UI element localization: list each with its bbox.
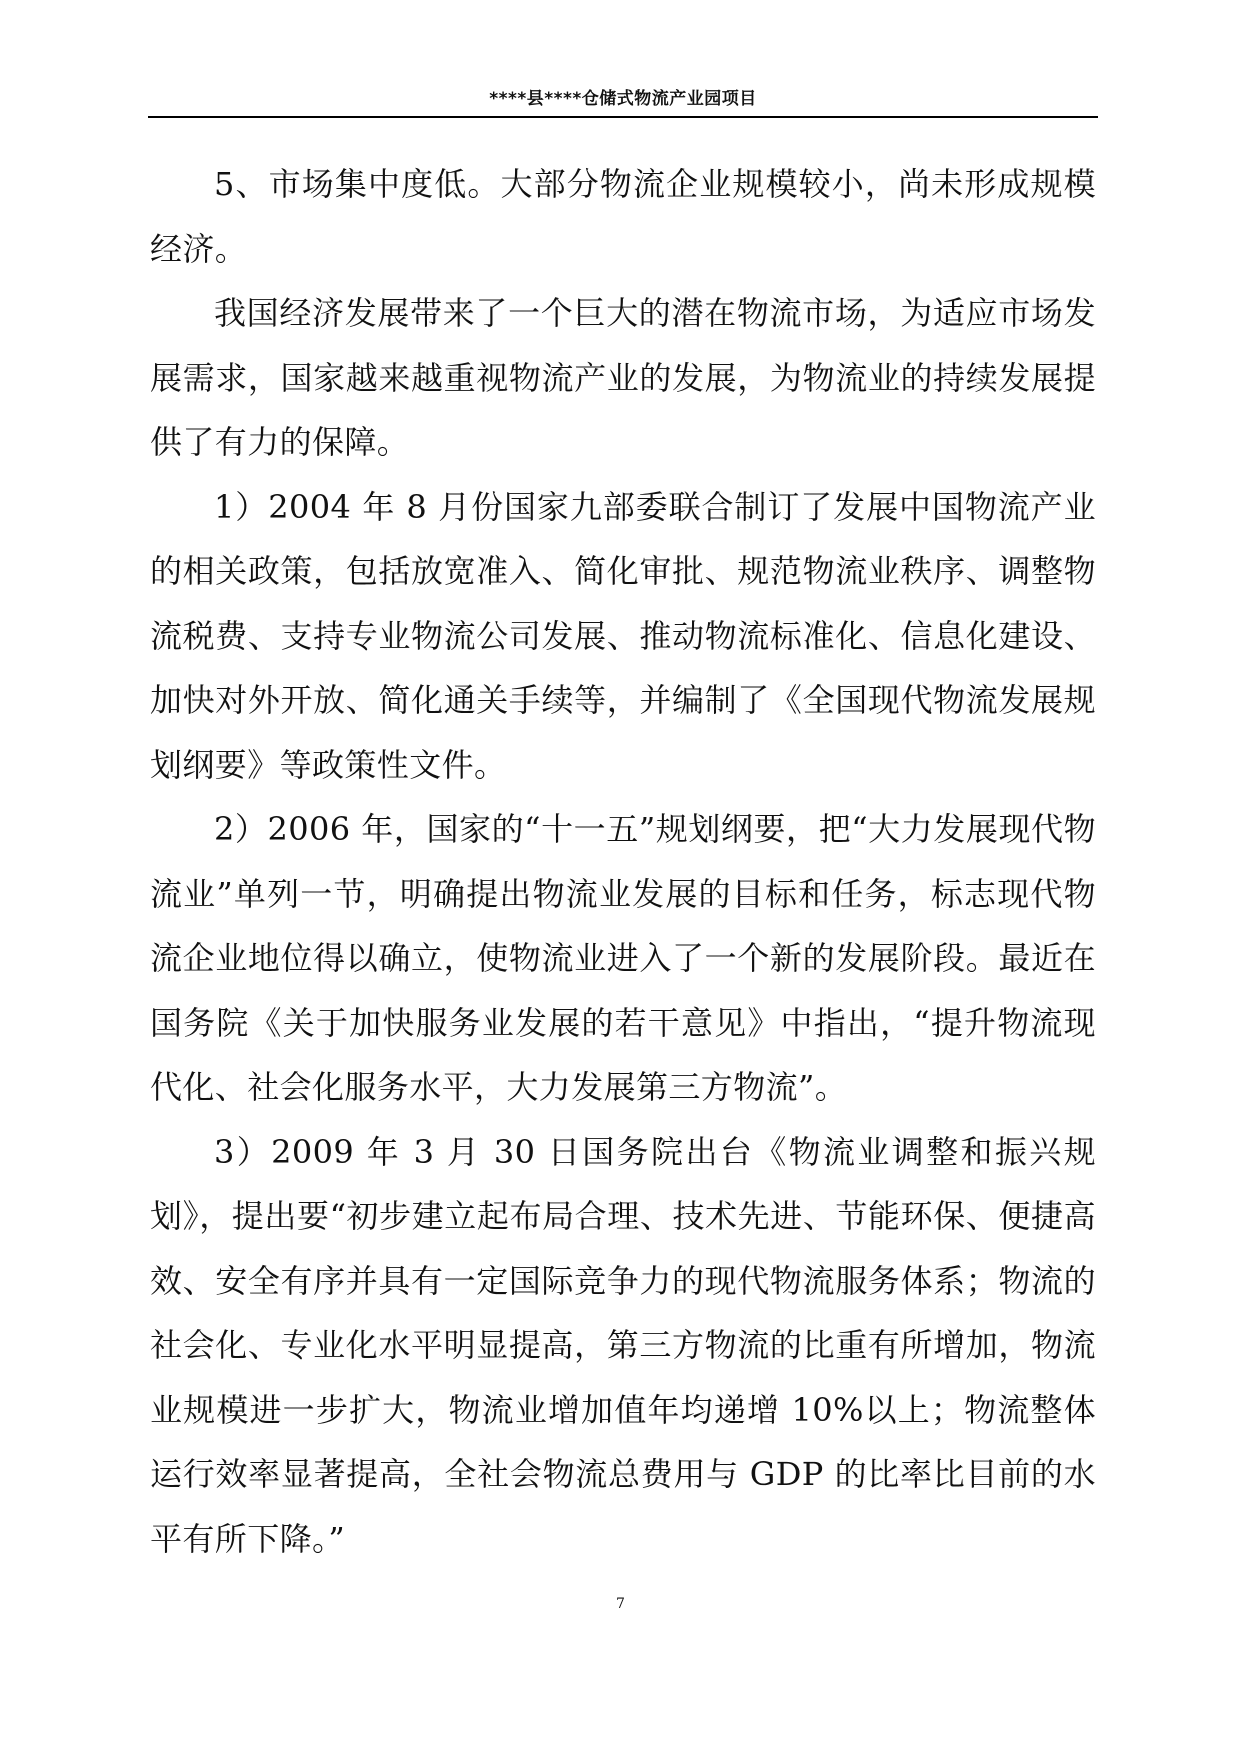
- paragraph-policy-2009: 3）2009 年 3 月 30 日国务院出台《物流业调整和振兴规划》，提出要“初步建立起布局合理、技术先进、节能环保、便捷高效、安全有序并具有一定国际竞争力的现代物流服务体系；物流的社会化、专业化水平明显提高，第三方物流的比重有所增加，物流业规模进一步扩大，物流业增加值年均递增 10%以上；物流整体运行效率显著提高，全社会物流总费用与 GDP 的比率比目前的水平有所下降。”: [150, 1132, 1096, 1558]
- page-number: 7: [616, 1596, 625, 1612]
- paragraph-policy-2004: 1）2004 年 8 月份国家九部委联合制订了发展中国物流产业的相关政策，包括放宽准入、简化审批、规范物流业秩序、调整物流税费、支持专业物流公司发展、推动物流标准化、信息化建设、加快对外开放、简化通关手续等，并编制了《全国现代物流发展规划纲要》等政策性文件。: [150, 487, 1096, 784]
- document-body: [150, 152, 1096, 1571]
- paragraph-market-concentration: 5、市场集中度低。大部分物流企业规模较小，尚未形成规模经济。: [150, 165, 1096, 268]
- page-header: [148, 82, 1098, 118]
- header-title: ****县****仓储式物流产业园项目: [489, 89, 757, 109]
- paragraph-national-logistics-market: 我国经济发展带来了一个巨大的潜在物流市场，为适应市场发展需求，国家越来越重视物流产业的发展，为物流业的持续发展提供了有力的保障。: [150, 294, 1096, 461]
- paragraph-policy-2006: 2）2006 年，国家的“十一五”规划纲要，把“大力发展现代物流业”单列一节，明确提出物流业发展的目标和任务，标志现代物流企业地位得以确立，使物流业进入了一个新的发展阶段。最近在国务院《关于加快服务业发展的若干意见》中指出，“提升物流现代化、社会化服务水平，大力发展第三方物流”。: [150, 810, 1096, 1106]
